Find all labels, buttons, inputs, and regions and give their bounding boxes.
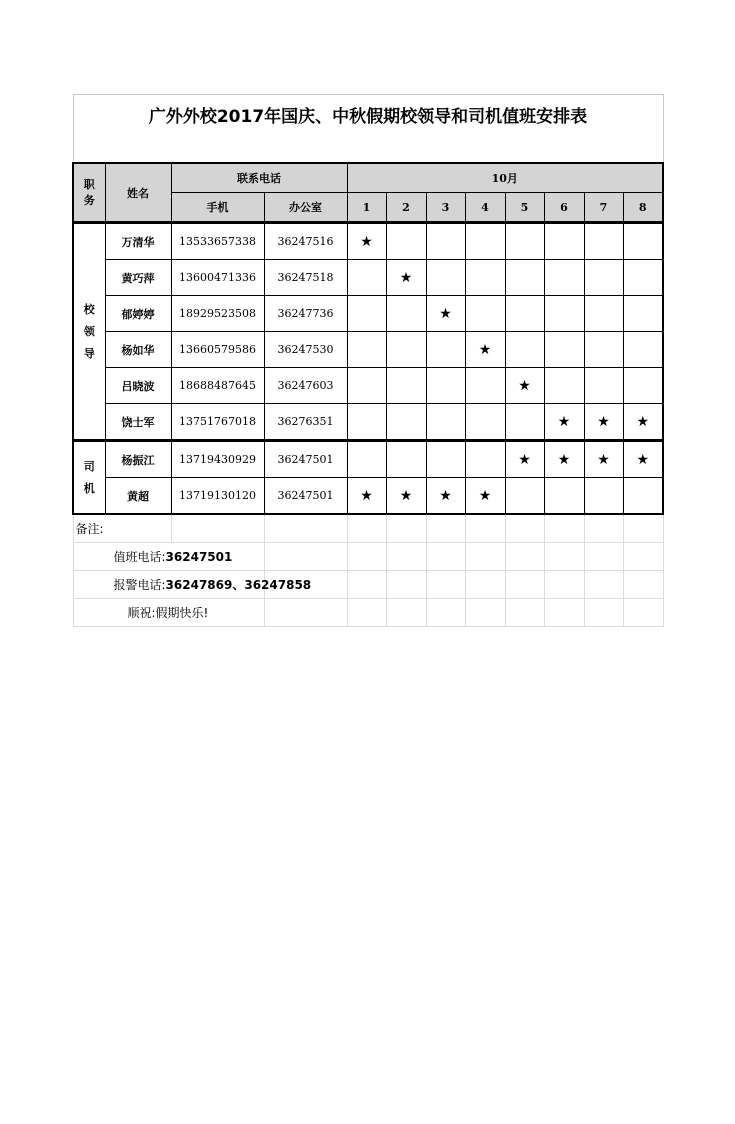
duty-cell-day-7 [584,478,623,515]
header-day-4: 4 [465,193,505,223]
empty-cell [465,599,505,627]
duty-cell-day-3 [426,404,465,441]
empty-cell [584,514,623,543]
empty-cell [426,514,465,543]
mobile-cell: 13751767018 [171,404,264,441]
duty-cell-day-4 [465,478,505,515]
notes-label-cell [73,514,171,543]
empty-cell [347,599,386,627]
duty-cell-day-6 [544,441,584,478]
empty-cell [465,543,505,571]
header-month: 10月 [347,163,663,193]
office-cell: 36247736 [264,296,347,332]
duty-star-icon: ★ [557,451,571,468]
duty-cell-day-2 [386,260,426,296]
empty-cell [505,599,544,627]
header-day-5: 5 [505,193,544,223]
duty-cell-day-7 [584,404,623,441]
duty-cell-day-4 [465,223,505,260]
empty-cell [426,543,465,571]
office-cell: 36247518 [264,260,347,296]
empty-cell [347,543,386,571]
duty-cell-day-8 [623,332,663,368]
empty-cell [426,571,465,599]
duty-cell-day-5 [505,478,544,515]
notes-label [73,514,663,543]
office-cell: 36247530 [264,332,347,368]
empty-cell [505,514,544,543]
header-mobile: 手机 [171,193,264,223]
duty-cell-day-1 [347,404,386,441]
duty-phone-line [73,543,663,571]
duty-cell-day-3 [426,478,465,515]
empty-cell [347,514,386,543]
duty-cell-day-6 [544,368,584,404]
header-day-2: 2 [386,193,426,223]
duty-star-icon: ★ [360,233,373,250]
table-row [73,296,663,332]
office-cell: 36247501 [264,441,347,478]
duty-table [72,94,664,627]
duty-cell-day-1 [347,223,386,260]
duty-cell-day-6 [544,260,584,296]
empty-cell [465,571,505,599]
duty-cell-day-5 [505,260,544,296]
empty-cell [386,514,426,543]
empty-cell [347,571,386,599]
header-role [73,163,105,223]
duty-star-icon: ★ [636,451,650,468]
duty-cell-day-2 [386,478,426,515]
notes-label-text: 备注: [75,522,104,536]
office-cell: 36276351 [264,404,347,441]
duty-cell-day-4 [465,260,505,296]
name-cell: 饶士军 [105,404,171,441]
empty-cell [623,543,663,571]
duty-cell-day-5 [505,441,544,478]
mobile-cell: 13660579586 [171,332,264,368]
empty-cell [544,599,584,627]
duty-cell-day-3 [426,332,465,368]
header-day-8: 8 [623,193,663,223]
empty-cell [505,571,544,599]
empty-cell [544,514,584,543]
duty-cell-day-7 [584,332,623,368]
duty-cell-day-5 [505,296,544,332]
mobile-cell: 13600471336 [171,260,264,296]
empty-cell [623,514,663,543]
duty-cell-day-3 [426,296,465,332]
header-office: 办公室 [264,193,347,223]
empty-cell [171,514,264,543]
duty-cell-day-7 [584,260,623,296]
duty-star-icon: ★ [518,451,531,468]
name-cell: 黄超 [105,478,171,515]
role-cell [73,223,105,441]
duty-star-icon: ★ [636,413,650,430]
role-label: 校 领 导 [83,302,95,360]
duty-cell-day-7 [584,441,623,478]
empty-cell [584,599,623,627]
empty-cell [623,599,663,627]
duty-cell-day-4 [465,332,505,368]
duty-cell-day-5 [505,368,544,404]
name-cell: 吕晓波 [105,368,171,404]
duty-cell-day-4 [465,404,505,441]
duty-cell-day-8 [623,260,663,296]
duty-cell-day-2 [386,368,426,404]
duty-cell-day-7 [584,223,623,260]
duty-cell-day-8 [623,223,663,260]
duty-cell-day-8 [623,296,663,332]
duty-star-icon: ★ [360,487,373,504]
duty-phone-line-cell [73,543,264,571]
duty-cell-day-1 [347,260,386,296]
duty-cell-day-6 [544,404,584,441]
name-cell: 杨如华 [105,332,171,368]
empty-cell [544,571,584,599]
table-row [73,404,663,441]
header-day-1: 1 [347,193,386,223]
duty-cell-day-6 [544,296,584,332]
duty-cell-day-3 [426,368,465,404]
duty-cell-day-8 [623,478,663,515]
greeting-text: 顺祝:假期快乐! [127,606,209,620]
duty-star-icon: ★ [597,413,610,430]
duty-star-icon: ★ [557,413,571,430]
duty-cell-day-5 [505,404,544,441]
office-cell: 36247516 [264,223,347,260]
duty-cell-day-6 [544,332,584,368]
empty-cell [386,543,426,571]
duty-cell-day-3 [426,223,465,260]
header-name: 姓名 [105,163,171,223]
duty-cell-day-1 [347,296,386,332]
duty-star-icon: ★ [478,341,492,358]
duty-cell-day-4 [465,296,505,332]
header-role-text: 职 务 [83,177,95,207]
empty-cell [544,543,584,571]
empty-cell [505,543,544,571]
alarm-phone-value: 36247869、36247858 [165,578,312,592]
duty-cell-day-2 [386,332,426,368]
duty-cell-day-2 [386,441,426,478]
duty-star-icon: ★ [478,487,492,504]
empty-cell [386,599,426,627]
role-label: 司 机 [83,459,95,495]
table-row [73,478,663,515]
duty-cell-day-2 [386,404,426,441]
table-row [73,223,663,260]
empty-cell [465,514,505,543]
duty-cell-day-1 [347,368,386,404]
header-day-6: 6 [544,193,584,223]
header-day-7: 7 [584,193,623,223]
empty-cell [264,514,347,543]
duty-star-icon: ★ [399,269,413,286]
table-row [73,332,663,368]
duty-cell-day-8 [623,441,663,478]
table-row [73,260,663,296]
duty-cell-day-8 [623,368,663,404]
duty-cell-day-1 [347,441,386,478]
duty-cell-day-6 [544,223,584,260]
name-cell: 杨振江 [105,441,171,478]
duty-cell-day-2 [386,223,426,260]
alarm-phone-line [73,571,663,599]
empty-cell [584,543,623,571]
duty-cell-day-4 [465,441,505,478]
duty-cell-day-7 [584,368,623,404]
mobile-cell: 13533657338 [171,223,264,260]
duty-phone-label: 值班电话: [113,550,166,564]
greeting-line-cell [73,599,264,627]
name-cell: 万清华 [105,223,171,260]
duty-cell-day-2 [386,296,426,332]
empty-cell [386,571,426,599]
office-cell: 36247501 [264,478,347,515]
duty-cell-day-7 [584,296,623,332]
duty-cell-day-4 [465,368,505,404]
alarm-phone-label: 报警电话: [113,578,166,592]
duty-star-icon: ★ [597,451,610,468]
name-cell: 黄巧萍 [105,260,171,296]
role-cell [73,441,105,515]
mobile-cell: 18688487645 [171,368,264,404]
duty-cell-day-1 [347,478,386,515]
duty-cell-day-1 [347,332,386,368]
duty-phone-value: 36247501 [165,550,233,564]
duty-schedule-sheet [72,94,662,627]
duty-cell-day-8 [623,404,663,441]
empty-cell [426,599,465,627]
duty-star-icon: ★ [439,487,452,504]
header-day-3: 3 [426,193,465,223]
header-contact: 联系电话 [171,163,347,193]
table-row [73,368,663,404]
duty-cell-day-5 [505,223,544,260]
greeting-line [73,599,663,627]
alarm-phone-line-cell [73,571,312,599]
duty-star-icon: ★ [518,377,531,394]
empty-cell [264,599,347,627]
empty-cell [264,543,347,571]
duty-cell-day-5 [505,332,544,368]
page-title: 广外外校2017年国庆、中秋假期校领导和司机值班安排表 [73,95,663,164]
duty-cell-day-6 [544,478,584,515]
office-cell: 36247603 [264,368,347,404]
duty-star-icon: ★ [439,305,452,322]
mobile-cell: 18929523508 [171,296,264,332]
duty-star-icon: ★ [399,487,413,504]
duty-cell-day-3 [426,441,465,478]
mobile-cell: 13719130120 [171,478,264,515]
name-cell: 郁婷婷 [105,296,171,332]
empty-cell [584,571,623,599]
duty-cell-day-3 [426,260,465,296]
table-row [73,441,663,478]
mobile-cell: 13719430929 [171,441,264,478]
empty-cell [623,571,663,599]
